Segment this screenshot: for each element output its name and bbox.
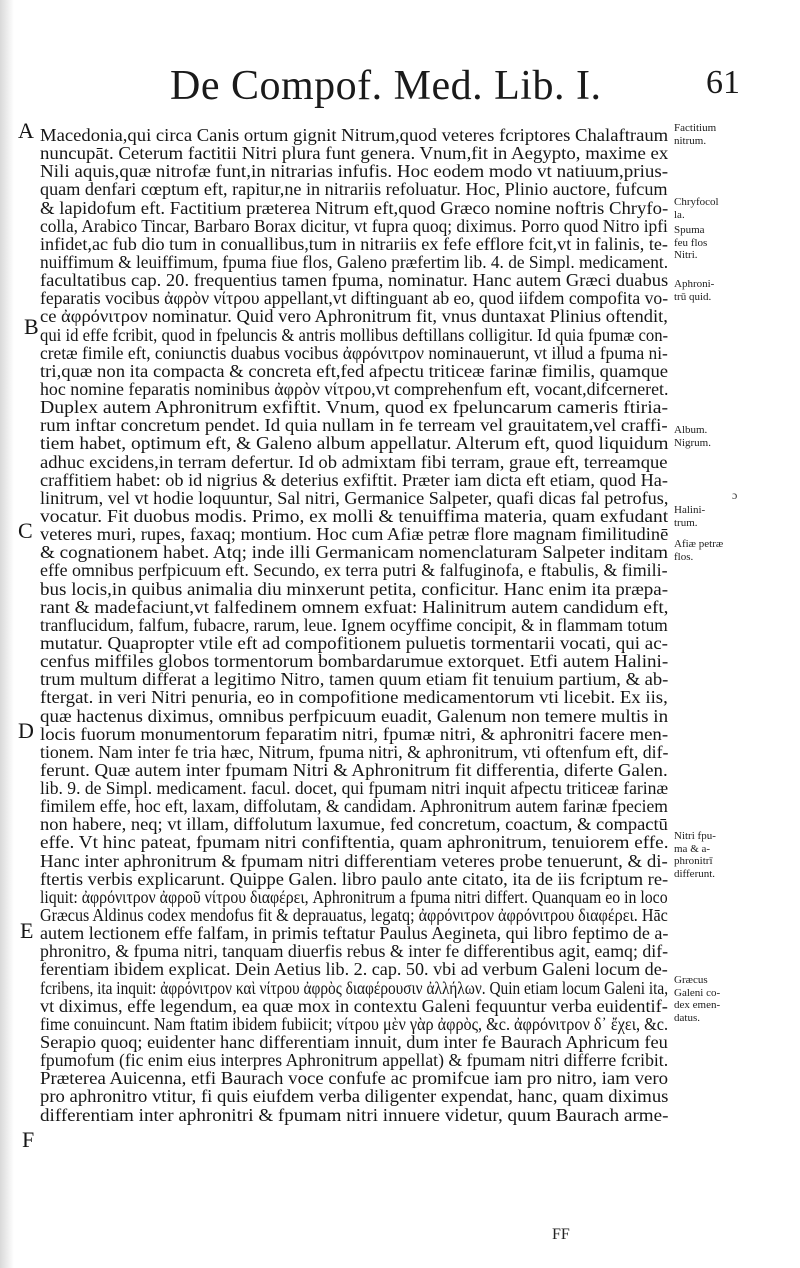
- text-line: nuncupāt. Ceterum factitii Nitri plura funt genera. Vnum,fit in Aegypto, maxime ex: [40, 143, 669, 164]
- marginal-note-line: Factitium: [674, 122, 717, 134]
- text-line: tranflucidum, falfum, fubacre, rarum, leue. Ignem ocyffime concipit, & in flammam totum: [40, 614, 668, 635]
- section-letter-b: B: [24, 314, 39, 339]
- text-line: & lapidofum eft. Factitium præterea Nitrum eft,quod Græco nomine noftris Chryfo-: [40, 197, 669, 218]
- text-line: Hanc inter aphronitrum & fpumam nitri differentiam veteres probe tenuerunt, & di-: [40, 850, 668, 871]
- text-line: differentiam inter aphronitri & fpumam nitri innuere videtur, quum Baurach arme-: [40, 1104, 669, 1125]
- marginal-note-aphronitrum: [674, 278, 744, 303]
- text-line: Præterea Auicenna, etfi Baurach voce confufe ac promifcue iam pro nitro, iam vero: [40, 1068, 669, 1089]
- text-line: [40, 1124, 668, 1142]
- marginal-note-line: Nitri fpu-: [674, 830, 716, 842]
- text-line: rum inftar concretum pendet. Id quia nullam in fe terream vel grauitatem,vel craffi-: [40, 415, 668, 436]
- text-line: linitrum, vel vt hodie loquuntur, Sal nitri, Germanice Salpeter, quafi dicas fal petrofus,: [40, 487, 669, 508]
- text-line: quam denfari cœptum eft, rapitur,ne in nitrariis refoluatur. Hoc, Plinio auctore, fufcum: [40, 179, 668, 200]
- section-letter-c: C: [18, 518, 33, 543]
- text-line: fpumofum (fic enim eius interpres Aphronitrum appellat) & fpumam nitri differre fcribit.: [40, 1050, 669, 1071]
- marginal-note-graecus-codex: [674, 974, 744, 1024]
- running-head: De Compof. Med. Lib. I.: [170, 63, 602, 109]
- text-line: non habere, neq; vt illam, diffolutum laxumue, fed concretum, coactum, & compactū: [40, 814, 668, 835]
- marginal-note-line: Galeni co-: [674, 986, 721, 999]
- text-line: infidet,ac fub dio tum in conuallibus,tum in nitrariis ex fefe efflore fcit,vt in falinis, te-: [40, 233, 668, 254]
- text-line: ftertis verbis explicarunt. Quippe Galen. libro paulo ante citato, ita de iis fcriptum re-: [40, 868, 669, 889]
- marginal-note-line: trum.: [674, 516, 698, 529]
- marginal-note-line: Halini-: [674, 504, 706, 516]
- text-line: effe. Vt hinc pateat, fpumam nitri confiftentia, quam aphronitrum, tenuiorem effe.: [40, 832, 669, 853]
- text-line: trum multum differat a legitimo Nitro, tamen quum etiam fit tenuium partium, & ab-: [40, 669, 669, 690]
- text-line: Nili aquis,quæ nitrofæ funt,in nitrarias infufis. Hoc eodem modo vt natiuum,prius-: [40, 161, 669, 182]
- text-line: tionem. Nam inter fe tria hæc, Nitrum, fpuma nitri, & aphronitrum, vti oftenfum eft, dif-: [40, 741, 669, 762]
- marginal-note-line: datus.: [674, 1011, 700, 1024]
- text-line: Macedonia,qui circa Canis ortum gignit Nitrum,quod veteres fcriptores Chalaftraum: [40, 125, 669, 145]
- marginal-note-chrysocolla: [674, 196, 744, 221]
- text-line: fcribens, ita inquit: ἀφρόνιτρον καὶ νίτρου ἀφρὸς διαφέρουσιν ἀλλήλων. Quin etiam locum Galeni ita,: [40, 977, 669, 998]
- marginal-note-line: trū quid.: [674, 290, 712, 303]
- main-text-block: [40, 126, 668, 1142]
- section-letter-e: E: [20, 918, 34, 943]
- page-number: 61: [706, 64, 740, 101]
- marginal-note-spuma: [674, 224, 744, 262]
- marginal-note-line: Chryfocol: [674, 196, 719, 208]
- text-line: Græcus Aldinus codex mendofus fit & deprauatus, legatq; ἀφρόνιτρον ἀφρόνιτρου διαφέρει. Hāc: [40, 905, 668, 926]
- text-line: ferentiam ibidem explicat. Dein Aetius lib. 2. cap. 50. vbi ad verbum Galeni locum de-: [40, 959, 668, 980]
- signature-mark: FF: [552, 1226, 570, 1243]
- margin-mark: ɔ: [732, 488, 738, 502]
- text-line: fimilem effe, hoc eft, laxam, diffolutam, & candidam. Aphronitrum autem farinæ fpeciem: [40, 796, 668, 817]
- text-line: cenfus miffiles globos tormentorum bombardarumue extorquet. Etfi autem Halini-: [40, 651, 669, 672]
- marginal-note-line: differunt.: [674, 867, 716, 880]
- marginal-note-line: Spuma: [674, 224, 705, 236]
- marginal-note-line: Græcus: [674, 974, 708, 986]
- text-line: lib. 9. de Simpl. medicament. facul. docet, qui fpumam nitri inquit afpectu triticeæ farinæ: [40, 778, 669, 799]
- text-line: craffitiem habet: ob id nigrius & deterius exfiftit. Præter iam dicta eft etiam, quod Ha-: [40, 469, 668, 490]
- marginal-note-line: Afiæ petræ: [674, 538, 724, 550]
- text-line: locis fuorum monumentorum feparatim nitri, fpumæ nitri, & aphronitri facere men-: [40, 723, 669, 744]
- marginal-note-line: feu flos: [674, 236, 708, 249]
- marginal-note-line: dex emen-: [674, 999, 721, 1011]
- text-line: vt diximus, effe legendum, ea quæ mox in contextu Galeni fequuntur verba euidentif-: [40, 995, 668, 1016]
- text-line: Serapio quoq; euidenter hanc differentiam innuit, dum inter fe Baurach Aphricum feu: [40, 1032, 668, 1053]
- text-line: veteres muri, rupes, faxaq; montium. Hoc cum Afiæ petræ flore magnam fimilitudinē: [40, 524, 669, 545]
- text-line: vocatur. Fit duobus modis. Primo, ex molli & tenuiffima materia, quam exfudant: [40, 505, 669, 526]
- marginal-note-line: Nigrum.: [674, 436, 711, 449]
- text-line: feparatis vocibus ἀφρὸν νίτρου appellant,vt diftinguant ab eo, quod iifdem compofita vo-: [40, 288, 669, 309]
- text-line: fime conuincunt. Nam ftatim ibidem fubiicit; νίτρου μὲν γὰρ ἀφρὸς, &c. ἀφρόνιτρον δ᾽ ἔχει, &c.: [40, 1013, 669, 1034]
- text-line: nuiffimum & leuiffimum, fpuma fiue flos, Galeno præfertim lib. 4. de Simpl. medicament.: [40, 251, 669, 272]
- text-line: tri,quæ non ita compacta & concreta eft,fed afpectu triticeæ farinæ fimilis, quamque: [40, 360, 669, 381]
- marginal-note-line: la.: [674, 208, 685, 221]
- text-line: tiem habet, optimum eft, & Galeno album appellatur. Alterum eft, quod liquidum: [40, 433, 669, 454]
- section-letter-a: A: [18, 118, 34, 143]
- text-line: adhuc excidens,in terram defertur. Id ob admixtam fibi terram, graue eft, terreamque: [40, 451, 668, 472]
- text-line: ferunt. Quæ autem inter fpumam Nitri & Aphronitrum fit differentia, diferte Galen.: [40, 759, 668, 780]
- text-line: bus locis,in quibus animalia diu minxerunt petita, conficitur. Hanc enim ita præpa-: [40, 578, 669, 599]
- text-line: rant & madefaciunt,vt falfedinem omnem exfuat: Halinitrum autem candidum eft,: [40, 596, 669, 617]
- marginal-note-line: phronitrī: [674, 855, 713, 867]
- marginal-note-album-nigrum: [674, 424, 744, 449]
- text-line: cretæ fimile eft, coniunctis duabus vocibus ἀφρόνιτρον nominauerunt, vt illud a fpuma ni-: [40, 342, 668, 363]
- marginal-note-halinitrum: [674, 504, 744, 529]
- text-line: qui id effe fcribit, quod in fpeluncis & antris mollibus deftillans colligitur. Id quia fpumæ con-: [40, 324, 669, 345]
- marginal-note-line: flos.: [674, 550, 694, 563]
- text-line: facultatibus cap. 20. frequentius tamen fpuma, nominatur. Hanc autem Græci duabus: [40, 270, 669, 291]
- text-line: phronitro, & fpuma nitri, tanquam diuerfis rebus & inter fe differentibus agit, eamq; dif-: [40, 941, 669, 962]
- text-line: autem lectionem effe falfam, in primis teftatur Paulus Aegineta, qui libro feptimo de a-: [40, 923, 669, 944]
- text-line: ftergat. in veri Nitri penuria, eo in compofitione medicamentorum vti licebit. Ex iis,: [40, 687, 668, 708]
- text-line: mutatur. Quapropter vtile eft ad compofitionem puluetis tormentarii vocati, qui ac-: [40, 632, 669, 653]
- text-line: colla, Arabico Tincar, Barbaro Borax dicitur, vt fupra quoq; diximus. Porro quod Nitro ipfi: [40, 215, 668, 236]
- marginal-note-line: ma & a-: [674, 842, 711, 855]
- text-line: pro aphronitro vtitur, fi quis eiufdem verba diligenter expendat, hanc, quam diximus: [40, 1086, 669, 1107]
- section-letter-f: F: [22, 1127, 35, 1152]
- marginal-note-asiae-petrae: [674, 538, 744, 563]
- marginal-note-line: Album.: [674, 424, 708, 436]
- text-line: hoc nomine feparatis nominibus ἀφρὸν νίτρου,vt comprehenfum eft, vocant,difcerneret.: [40, 378, 669, 399]
- marginal-note-line: Aphroni-: [674, 278, 715, 290]
- marginal-note-line: nitrum.: [674, 134, 707, 147]
- section-letter-d: D: [18, 718, 34, 743]
- text-line: Duplex autem Aphronitrum exfiftit. Vnum, quod ex fpeluncarum cameris ftiria-: [40, 397, 669, 418]
- gutter-shadow: [0, 0, 14, 1268]
- marginal-note-factitium: [674, 122, 744, 147]
- text-line: & cognationem habet. Atq; inde illi Germanicam nomenclaturam Salpeter inditam: [40, 542, 669, 563]
- text-line: quæ hactenus diximus, omnibus perfpicuum euadit, Galenum non temere multis in: [40, 705, 669, 726]
- marginal-note-nitri-spuma: [674, 830, 744, 880]
- text-line: effe omnibus perfpicuum eft. Secundo, ex terra putri & falfuginofa, e ftabulis, & fimili-: [40, 560, 668, 581]
- text-line: ce ἀφρόνιτρον nominatur. Quid vero Aphronitrum fit, vnus duntaxat Plinius oftendit,: [40, 306, 668, 327]
- marginal-note-line: Nitri.: [674, 249, 698, 261]
- text-line: liquit: ἀφρόνιτρον ἀφροῦ νίτρου διαφέρει, Aphronitrum a fpuma nitri differt. Quanquam eo in loco: [40, 886, 668, 907]
